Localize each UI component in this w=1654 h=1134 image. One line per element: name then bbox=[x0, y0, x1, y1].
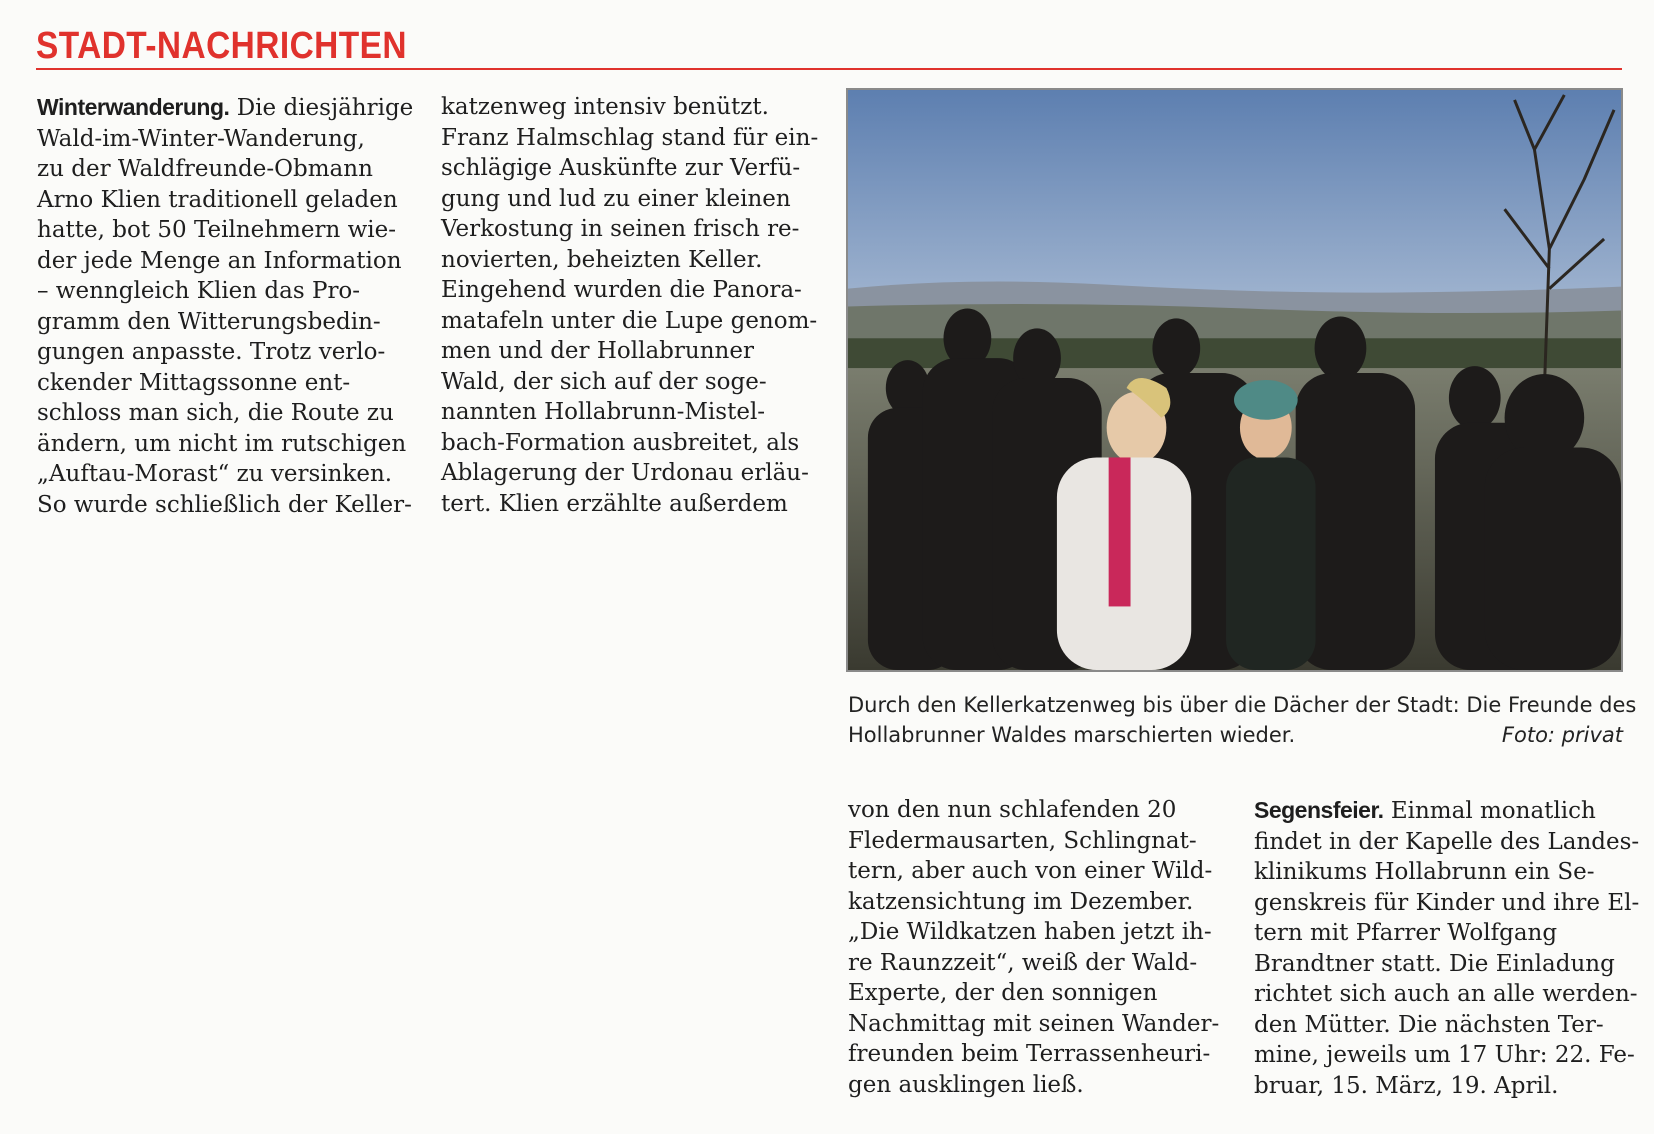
article-text: Wald, der sich auf der soge- bbox=[441, 368, 767, 395]
article-text: katzensichtung im Dezember. bbox=[848, 888, 1194, 915]
article-text: novierten, beheizten Keller. bbox=[441, 246, 763, 273]
article-text: bach-Formation ausbreitet, als bbox=[441, 429, 800, 456]
article-text: Einmal monatlich bbox=[1383, 798, 1596, 824]
article-text: ändern, um nicht im rutschigen bbox=[37, 430, 407, 457]
article-text: gen ausklingen ließ. bbox=[848, 1071, 1084, 1098]
article-text: Wald-im-Winter-Wanderung, bbox=[37, 125, 365, 152]
article-text: matafeln unter die Lupe genom- bbox=[441, 307, 818, 334]
article-text: von den nun schlafenden 20 bbox=[848, 797, 1177, 823]
article-text: tern, aber auch von einer Wild- bbox=[848, 858, 1213, 884]
article-text: findet in der Kapelle des Landes- bbox=[1254, 828, 1640, 855]
article-text: der jede Menge an Information bbox=[37, 247, 402, 274]
article-column-2 bbox=[441, 92, 818, 519]
article-column-3 bbox=[848, 795, 1219, 1100]
article-text: So wurde schließlich der Keller- bbox=[37, 491, 412, 518]
article-column-1 bbox=[37, 92, 413, 520]
article-lead-segensfeier: Segensfeier. bbox=[1254, 797, 1384, 823]
article-text: Franz Halmschlag stand für ein- bbox=[441, 124, 819, 151]
article-text: gungen anpasste. Trotz verlo- bbox=[37, 339, 386, 365]
caption-text: Durch den Kellerkatzenweg bis über die Dächer der Stadt: Die Freunde des bbox=[848, 693, 1637, 717]
article-text: Fledermausarten, Schlingnat- bbox=[848, 827, 1197, 854]
article-text: den Mütter. Die nächsten Ter- bbox=[1254, 1011, 1604, 1038]
article-text: re Raunzzeit“, weiß der Wald- bbox=[848, 949, 1198, 976]
article-text: genskreis für Kinder und ihre El- bbox=[1254, 889, 1640, 916]
article-text: schloss man sich, die Route zu bbox=[37, 400, 394, 426]
article-text: klinikums Hollabrunn ein Se- bbox=[1254, 859, 1595, 885]
photo-credit: Foto: privat bbox=[1501, 723, 1623, 747]
article-text: Eingehend wurden die Panora- bbox=[441, 277, 802, 303]
article-text: Brandtner statt. Die Einladung bbox=[1254, 950, 1615, 977]
article-column-4 bbox=[1254, 795, 1639, 1101]
article-text: zu der Waldfreunde-Obmann bbox=[37, 156, 373, 182]
article-text: Die diesjährige bbox=[229, 95, 414, 121]
caption-text: Hollabrunner Waldes marschierten wieder. bbox=[848, 723, 1296, 747]
article-text: richtet sich auch an alle werden- bbox=[1254, 981, 1638, 1007]
article-text: freunden beim Terrassenheuri- bbox=[848, 1041, 1211, 1067]
article-text: tern mit Pfarrer Wolfgang bbox=[1254, 920, 1558, 946]
section-title: STADT-NACHRICHTEN bbox=[36, 25, 407, 67]
photo-caption bbox=[848, 690, 1637, 750]
article-text: ckender Mittagssonne ent- bbox=[37, 369, 351, 396]
article-text: mine, jeweils um 17 Uhr: 22. Fe- bbox=[1254, 1042, 1635, 1068]
article-text: men und der Hollabrunner bbox=[441, 338, 754, 364]
article-text: Ablagerung der Urdonau erläu- bbox=[441, 460, 809, 486]
article-text: Verkostung in seinen frisch re- bbox=[441, 216, 800, 242]
article-text: „Die Wildkatzen haben jetzt ih- bbox=[848, 919, 1212, 945]
article-text: nannten Hollabrunn-Mistel- bbox=[441, 399, 766, 425]
article-text: hatte, bot 50 Teilnehmern wie- bbox=[37, 217, 397, 243]
article-text: Nachmittag mit seinen Wander- bbox=[848, 1010, 1220, 1037]
section-divider bbox=[36, 68, 1622, 70]
article-text: Arno Klien traditionell geladen bbox=[37, 186, 398, 213]
article-text: tert. Klien erzählte außerdem bbox=[441, 490, 788, 517]
article-text: – wenngleich Klien das Pro- bbox=[37, 278, 361, 304]
article-text: katzenweg intensiv benützt. bbox=[441, 94, 769, 120]
article-text: bruar, 15. März, 19. April. bbox=[1254, 1072, 1559, 1099]
article-text: Experte, der den sonnigen bbox=[848, 980, 1158, 1006]
article-lead-winterwanderung: Winterwanderung. bbox=[37, 94, 230, 120]
article-text: „Auftau-Morast“ zu versinken. bbox=[37, 461, 393, 487]
article-text: gramm den Witterungsbedin- bbox=[37, 308, 381, 335]
article-text: gung und lud zu einer kleinen bbox=[441, 185, 791, 212]
group-photo bbox=[846, 88, 1623, 672]
article-text: schlägige Auskünfte zur Verfü- bbox=[441, 155, 801, 181]
